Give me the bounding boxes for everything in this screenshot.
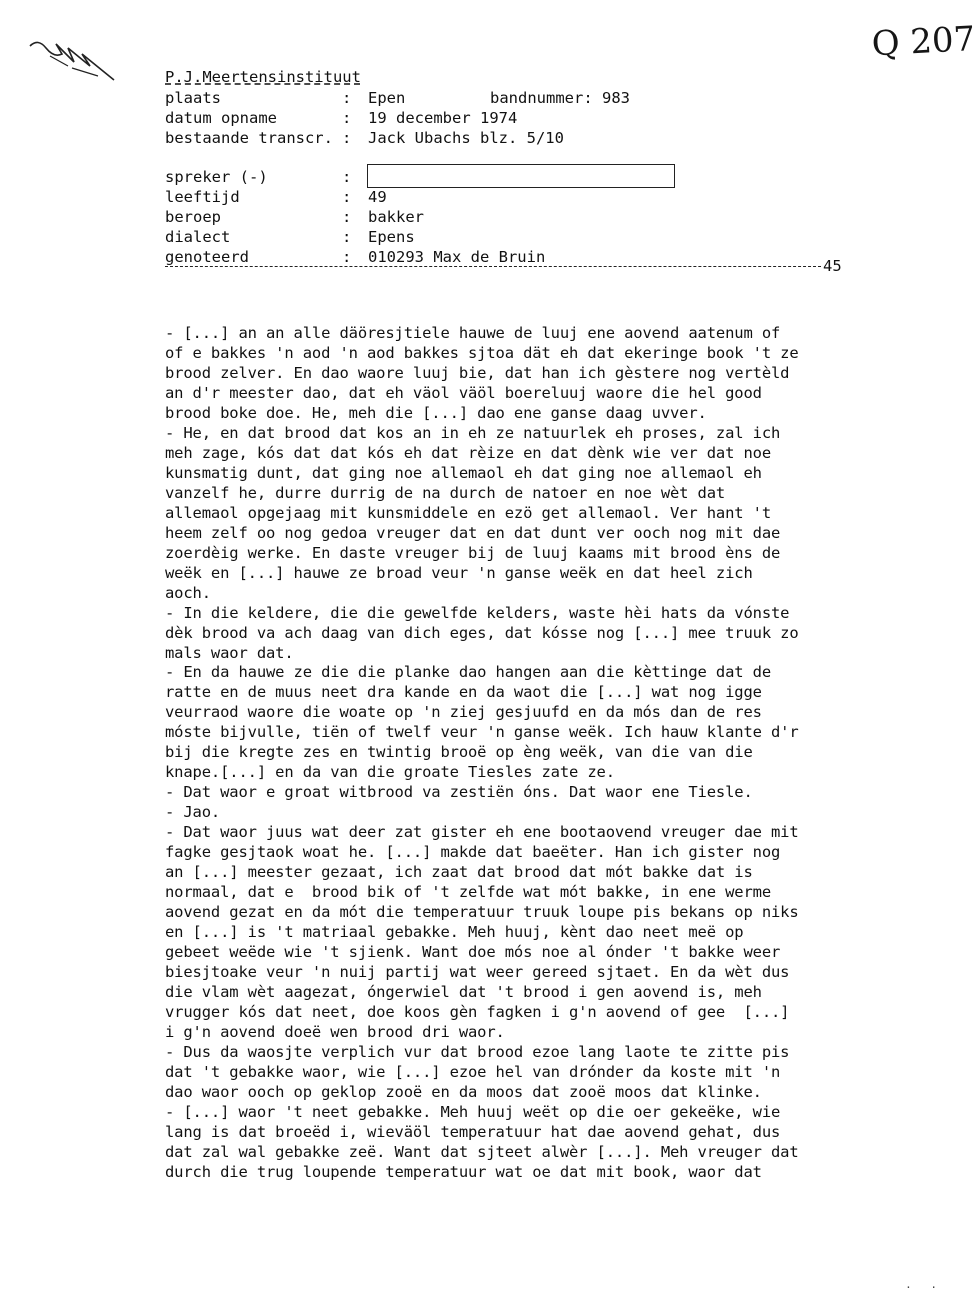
transcript-line: - Dat waor juus wat deer zat gister eh ene bootaovend vreuger dae mit [165,823,799,842]
info-label: spreker (-) [165,168,268,186]
info-value: Epen [368,89,406,107]
institute-name: P.J.Meertensinstituut [165,68,361,86]
info-value: 49 [368,188,387,206]
transcript-line: en [...] is 't matriaal gebakke. Meh huuj, kènt dao neet meë op [165,923,744,942]
transcript-line: normaal, dat e brood bik of 't zelfde wat mót bakke, in ene werme [165,883,771,902]
handwritten-scribble-mark [28,36,116,88]
info-label: leeftijd [165,188,240,206]
transcript-line: die vlam wèt aagezat, óngerwiel dat 't brood i gen aovend is, meh [165,982,762,1001]
transcript-line: kunsmatig dunt, dat ging noe allemaol eh dat ging noe allemaol eh [165,463,762,482]
transcript-line: - En da hauwe ze die die planke dao hangen aan die kèttinge dat de [165,663,771,682]
transcript-line: heem zelf oo nog gedoa vreuger dat en dat dunt ver ooch nog mit dae [165,523,781,542]
scan-specks: . . [905,1278,943,1291]
transcript-line: zoerdèig werke. En daste vreuger bij de luuj kaams mit brood èns de [165,543,781,562]
transcript-line: móste bijvulle, tiën of twelf veur 'n ganse weëk. Ich hauw klante d'r [165,723,799,742]
info-label: genoteerd [165,248,249,266]
transcript-line: - [...] an an alle däöresjtiele hauwe de luuj ene aovend aatenum of [165,324,781,342]
archive-mark: Q 207 [870,19,977,65]
info-label: beroep [165,208,221,226]
transcript-line: knape.[...] en da van die groate Tiesles zate ze. [165,763,615,782]
transcript-line: an [...] meester gezaat, ich zaat dat brood dat mót bakke dat is [165,863,753,882]
info-value: Jack Ubachs blz. 5/10 [368,129,564,147]
info-value: 19 december 1974 [368,109,518,127]
transcript-line: fagke gesjtaok woat he. [...] makde dat baeëter. Han ich gister nog [165,843,781,862]
transcript-line: lang is dat broeëd i, wieväöl temperatuur hat dae aovend gehat, dus [165,1122,781,1141]
transcript-line: brood boke doe. He, meh die [...] dao ene ganse daag uvver. [165,403,707,422]
transcript-line: of e bakkes 'n aod 'n aod bakkes sjtoa dät eh dat ekeringe book 't ze [165,343,799,362]
tape-number: bandnummer: 983 [490,89,630,107]
transcript-line: an d'r meester dao, dat eh väol väöl boereluuj waore die hel good [165,383,762,402]
info-value: bakker [368,208,424,226]
transcript-line: - [...] waor 't neet gebakke. Meh huuj weët op die oer gekeëke, wie [165,1102,781,1121]
transcript-line: aoch. [165,583,211,602]
transcript-line: vrugger kós dat neet, doe koos gèn fagken i g'n aovend of gee [...] [165,1002,790,1021]
transcript-line: dat 't gebakke waor, wie [...] ezoe hel van drónder da koste mit 'n [165,1062,781,1081]
transcript-line: - Dat waor e groat witbrood va zestiën óns. Dat waor ene Tiesle. [165,783,753,802]
transcript-line: bij die kregte zes en twintig brooë op èng weëk, van die van die [165,743,753,762]
transcript-line: dat zal wal gebakke zeë. Want dat sjteet alwèr [...]. Meh vreuger dat [165,1142,799,1161]
transcript-line: vanzelf he, durre durrig de na durch de natoer en noe wèt dat [165,483,726,502]
transcript-line: veurraod waore die woate op 'n ziej gesjuufd en da mós dan de res [165,703,762,722]
transcript-page: Q 207 P.J.Meertensinstituut plaats : Epen bandnummer: 983 datum opname : 19 december 1974 bestaande transcr. : Jack Ubachs blz. 5/10 spreker (-) : leeftijd : 49 beroep : bakker dialect : Epens genoteerd : 010293 Max de Bruin 45 - [...] an an alle däöresjtiele hauwe de luuj ene aovend aatenum of of e bakkes 'n aod 'n aod bakkes sjtoa dät eh dat ekeringe book 't ze brood zelver. En dao waore luuj bie, dat han ich gèstere nog vertèld an d'r meester dao, dat eh väol väöl boereluuj waore die hel good brood boke doe. He, meh die [...] dao ene ganse daag uvver. - He, en dat brood dat kos an in eh ze natuurlek eh proses, zal ich meh zage, kós dat dat kós eh dat rèize en dat dènk wie ver dat noe kunsmatig dunt, dat ging noe allemaol eh dat ging noe allemaol eh vanzelf he, durre durrig de na durch de natoer en noe wèt dat allemaol opgejaag mit kunsmiddele en ezö get allemaol. Ver hant 't heem zelf oo nog gedoa vreuger dat en dat dunt ver ooch nog mit dae zoerdèig werke. En daste vreuger bij de luuj kaams mit brood èns de weëk en [...] hauwe ze broad veur 'n ganse weëk en dat heel zich aoch. - In die keldere, die die gewelfde kelders, waste hèi hats da vónste dèk brood va ach daag van dich eges, dat kósse nog [...] mee truuk zo mals waor dat. - En da hauwe ze die die planke dao hangen aan die kèttinge dat de ratte en de muus neet dra kande en da waot die [...] wat nog igge veurraod waore die woate op 'n ziej gesjuufd en da mós dan de res móste bijvulle, tiën of twelf veur 'n ganse weëk. Ich hauw klante d'r bij die kregte zes en twintig brooë op èng weëk, van die van die knape.[...] en da van die groate Tiesles zate ze. - Dat waor e groat witbrood va zestiën óns. Dat waor ene Tiesle. - Jao. - Dat waor juus wat deer zat gister eh ene bootaovend vreuger dae mit fagke gesjtaok woat he. [...] makde dat baeëter. Han ich gister nog an [...] meester gezaat, ich zaat dat brood dat mót bakke dat is normaal, dat e brood bik of 't zelfde wat mót bakke, in ene werme aovend gezat en da mót die temperatuur truuk loupe pis bekans op niks en [...] is 't matriaal gebakke. Meh huuj, kènt dao neet meë op gebeet weëde wie 't sjienk. Want doe mós noe al ónder 't bakke weer biesjtoake veur 'n nuij partij wat weer gereed sjtaet. En da wèt dus die vlam wèt aagezat, óngerwiel dat 't brood i gen aovend is, meh vrugger kós dat neet, doe koos gèn fagken i g'n aovend of gee [...] i g'n aovend doeë wen brood dri waor. - Dus da waosjte verplich vur dat brood ezoe lang laote te zitte pis dat 't gebakke waor, wie [...] ezoe hel van drónder da koste mit 'n dao waor ooch op geklop zooë en da moos dat zooë moos dat klinke. - [...] waor 't neet gebakke. Meh huuj weët op die oer gekeëke, wie lang is dat broeëd i, wieväöl temperatuur hat dae aovend gehat, dus dat zal wal gebakke zeë. Want dat sjteet alwèr [...]. Meh vreuger dat durch die trug loupende temperatuur wat oe dat mit book, waor dat . . [0,0,979,1305]
info-label: datum opname [165,109,277,127]
separator-number: 45 [823,257,842,275]
transcript-line: durch die trug loupende temperatuur wat oe dat mit book, waor dat [165,1162,762,1181]
transcript-body [165,324,865,1183]
transcript-line: - Dus da waosjte verplich vur dat brood ezoe lang laote te zitte pis [165,1042,790,1061]
redacted-name-box [367,164,675,188]
transcript-line: dao waor ooch op geklop zooë en da moos dat zooë moos dat klinke. [165,1082,762,1101]
transcript-line: ratte en de muus neet dra kande en da waot die [...] wat nog igge [165,683,762,702]
transcript-line: meh zage, kós dat dat kós eh dat rèize en dat dènk wie ver dat noe [165,443,771,462]
transcript-line: i g'n aovend doeë wen brood dri waor. [165,1022,505,1041]
transcript-line: allemaol opgejaag mit kunsmiddele en ezö get allemaol. Ver hant 't [165,503,771,522]
info-label: bestaande transcr. [165,129,333,147]
dashed-separator [165,266,821,267]
transcript-line: - He, en dat brood dat kos an in eh ze natuurlek eh proses, zal ich [165,423,781,442]
transcript-line: biesjtoake veur 'n nuij partij wat weer gereed sjtaet. En da wèt dus [165,963,790,981]
info-value: 010293 Max de Bruin [368,248,546,266]
transcript-line: gebeet weëde wie 't sjienk. Want doe mós noe al ónder 't bakke weer [165,943,781,962]
info-label: dialect [165,228,231,246]
transcript-line: mals waor dat. [165,643,294,662]
transcript-line: - Jao. [165,803,221,822]
info-value: Epens [368,228,415,246]
transcript-line: aovend gezat en da mót die temperatuur truuk loupe pis bekans op niks [165,903,799,922]
info-label: plaats [165,89,221,107]
transcript-line: brood zelver. En dao waore luuj bie, dat han ich gèstere nog vertèld [165,363,790,382]
transcript-line: - In die keldere, die die gewelfde kelders, waste hèi hats da vónste [165,603,790,622]
transcript-line: dèk brood va ach daag van dich eges, dat kósse nog [...] mee truuk zo [165,623,799,642]
transcript-line: weëk en [...] hauwe ze broad veur 'n ganse weëk en dat heel zich [165,563,753,582]
